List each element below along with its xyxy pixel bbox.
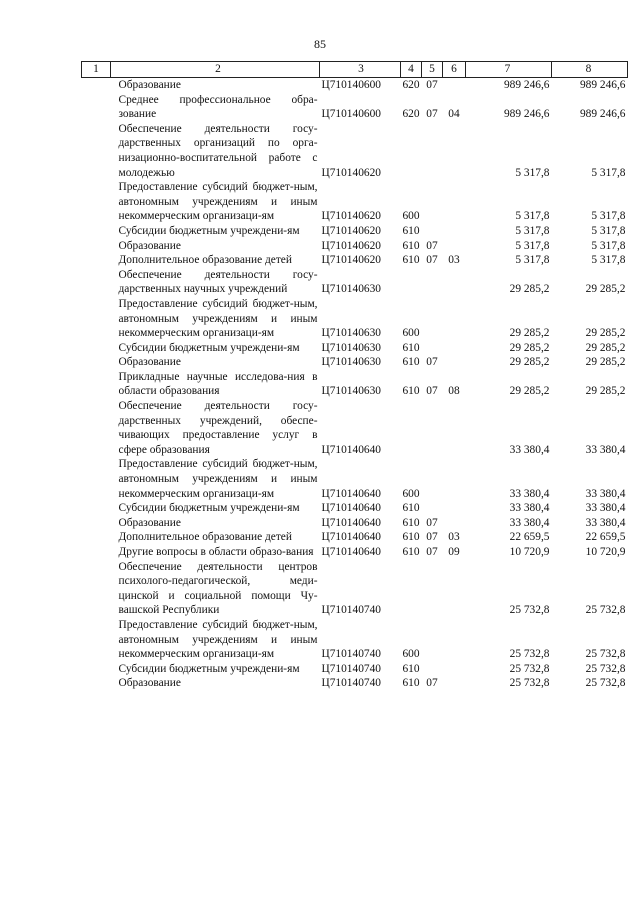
item-name-cell: Обеспечение деятельности центров психолого-педагогической, меди-цинской и социальной помощи Чу-вашской Республики <box>118 560 318 617</box>
amount-col7-cell: 33 380,4 <box>509 502 550 515</box>
subsection-cell <box>443 239 466 254</box>
target-code-cell: Ц710140640 <box>321 487 381 500</box>
target-code-cell: Ц710140630 <box>321 385 381 398</box>
column-header: 4 <box>401 62 422 78</box>
amount-col7-cell: 989 246,6 <box>503 79 550 91</box>
row-number-cell <box>82 180 111 224</box>
table-row <box>82 618 628 662</box>
row-number-cell <box>82 297 111 341</box>
subsection-cell <box>443 457 466 501</box>
amount-col7-cell: 5 317,8 <box>515 239 550 252</box>
target-code-cell: Ц710140740 <box>321 604 381 617</box>
budget-table <box>81 61 628 691</box>
section-cell <box>422 297 443 341</box>
amount-col8-cell: 10 720,9 <box>585 546 626 558</box>
section-cell: 07 <box>426 79 438 91</box>
table-row <box>82 370 628 399</box>
table-row <box>82 560 628 618</box>
amount-col7-cell: 10 720,9 <box>509 546 550 558</box>
target-code-cell: Ц710140620 <box>321 166 381 179</box>
column-header: 6 <box>443 62 466 78</box>
row-number-cell <box>82 676 111 691</box>
section-cell <box>422 501 443 516</box>
item-name-cell: Субсидии бюджетным учреждени-ям <box>118 662 300 675</box>
amount-col8-cell: 5 317,8 <box>591 166 626 179</box>
expense-type-cell: 610 <box>402 677 420 690</box>
section-cell: 07 <box>426 254 438 267</box>
target-code-cell: Ц710140600 <box>321 79 381 91</box>
target-code-cell: Ц710140640 <box>321 502 381 515</box>
section-cell <box>422 268 443 297</box>
item-name-cell: Предоставление субсидий бюджет-ным, автономным учреждениям и иным некоммерческим организаци-ям <box>118 181 318 223</box>
subsection-cell <box>443 560 466 618</box>
row-number-cell <box>82 399 111 457</box>
expense-type-cell: 600 <box>402 487 420 500</box>
item-name-cell: Предоставление субсидий бюджет-ным, автономным учреждениям и иным некоммерческим организаци-ям <box>118 618 318 661</box>
amount-col7-cell: 25 732,8 <box>509 662 550 675</box>
table-row <box>82 355 628 370</box>
subsection-cell <box>443 78 466 93</box>
table-row <box>82 545 628 560</box>
target-code-cell: Ц710140630 <box>321 356 381 369</box>
amount-col8-cell: 29 285,2 <box>585 327 626 340</box>
target-code-cell: Ц710140630 <box>321 341 381 354</box>
amount-col8-cell: 29 285,2 <box>585 385 626 398</box>
row-number-cell <box>82 370 111 399</box>
item-name-cell: Обеспечение деятельности госу-дарственных научных учреждений <box>118 268 318 296</box>
column-header: 5 <box>422 62 443 78</box>
subsection-cell: 09 <box>448 546 460 558</box>
item-name-cell: Среднее профессиональное обра-зование <box>118 93 318 121</box>
target-code-cell: Ц710140630 <box>321 327 381 340</box>
subsection-cell: 03 <box>448 254 460 267</box>
amount-col8-cell: 33 380,4 <box>585 516 626 529</box>
item-name-cell: Образование <box>118 239 181 252</box>
expense-type-cell: 610 <box>402 662 420 675</box>
row-number-cell <box>82 516 111 531</box>
section-cell: 07 <box>426 108 438 121</box>
table-row <box>82 122 628 180</box>
target-code-cell: Ц710140740 <box>321 677 381 690</box>
expense-type-cell: 610 <box>402 546 420 558</box>
target-code-cell: Ц710140640 <box>321 516 381 529</box>
expense-type-cell: 600 <box>402 327 420 340</box>
subsection-cell <box>443 122 466 180</box>
subsection-cell <box>443 501 466 516</box>
target-code-cell: Ц710140620 <box>321 210 381 223</box>
item-name-cell: Прикладные научные исследова-ния в области образования <box>118 370 318 398</box>
amount-col7-cell: 29 285,2 <box>509 327 550 340</box>
row-number-cell <box>82 355 111 370</box>
amount-col8-cell: 29 285,2 <box>585 341 626 354</box>
item-name-cell: Дополнительное образование детей <box>118 254 292 267</box>
column-header: 3 <box>320 62 401 78</box>
table-row <box>82 297 628 341</box>
amount-col7-cell: 29 285,2 <box>509 283 550 296</box>
table-row <box>82 341 628 356</box>
row-number-cell <box>82 560 111 618</box>
target-code-cell: Ц710140640 <box>321 443 381 456</box>
expense-type-cell: 610 <box>402 224 420 237</box>
subsection-cell: 08 <box>448 385 460 398</box>
section-cell: 07 <box>426 546 438 558</box>
expense-type-cell: 620 <box>402 79 420 91</box>
amount-col8-cell: 33 380,4 <box>585 443 626 456</box>
page-number: 85 <box>314 37 326 51</box>
target-code-cell: Ц710140640 <box>321 546 381 558</box>
row-number-cell <box>82 618 111 662</box>
amount-col7-cell: 25 732,8 <box>509 648 550 661</box>
amount-col7-cell: 5 317,8 <box>515 210 550 223</box>
amount-col7-cell: 33 380,4 <box>509 443 550 456</box>
table-row <box>82 78 628 93</box>
row-number-cell <box>82 530 111 545</box>
subsection-cell <box>443 399 466 457</box>
section-cell <box>422 180 443 224</box>
amount-col8-cell: 22 659,5 <box>585 531 626 544</box>
row-number-cell <box>82 122 111 180</box>
amount-col8-cell: 29 285,2 <box>585 356 626 369</box>
subsection-cell <box>443 662 466 677</box>
row-number-cell <box>82 224 111 239</box>
subsection-cell <box>443 268 466 297</box>
amount-col7-cell: 5 317,8 <box>515 224 550 237</box>
expense-type-cell: 610 <box>402 239 420 252</box>
row-number-cell <box>82 268 111 297</box>
target-code-cell: Ц710140740 <box>321 662 381 675</box>
row-number-cell <box>82 239 111 254</box>
amount-col7-cell: 22 659,5 <box>509 531 550 544</box>
expense-type-cell: 620 <box>402 108 420 121</box>
amount-col8-cell: 25 732,8 <box>585 662 626 675</box>
section-cell: 07 <box>426 677 438 690</box>
section-cell <box>422 560 443 618</box>
item-name-cell: Образование <box>118 356 181 369</box>
amount-col8-cell: 25 732,8 <box>585 677 626 690</box>
section-cell: 07 <box>426 531 438 544</box>
section-cell: 07 <box>426 239 438 252</box>
section-cell: 07 <box>426 356 438 369</box>
amount-col8-cell: 989 246,6 <box>579 79 626 91</box>
target-code-cell: Ц710140630 <box>321 283 381 296</box>
table-row <box>82 253 628 268</box>
subsection-cell <box>443 618 466 662</box>
item-name-cell: Субсидии бюджетным учреждени-ям <box>118 341 300 354</box>
amount-col8-cell: 5 317,8 <box>591 224 626 237</box>
amount-col8-cell: 25 732,8 <box>585 648 626 661</box>
row-number-cell <box>82 662 111 677</box>
item-name-cell: Образование <box>118 677 181 690</box>
column-header: 2 <box>111 62 320 78</box>
row-number-cell <box>82 341 111 356</box>
amount-col8-cell: 33 380,4 <box>585 487 626 500</box>
expense-type-cell <box>401 399 422 457</box>
target-code-cell: Ц710140620 <box>321 254 381 267</box>
item-name-cell: Обеспечение деятельности госу-дарственных учреждений, обеспе-чивающих предоставление услуг в сфере образования <box>118 400 318 456</box>
subsection-cell: 03 <box>448 531 460 544</box>
expense-type-cell: 610 <box>402 356 420 369</box>
amount-col7-cell: 29 285,2 <box>509 385 550 398</box>
expense-type-cell <box>401 560 422 618</box>
section-cell <box>422 341 443 356</box>
column-header: 8 <box>552 62 628 78</box>
expense-type-cell: 610 <box>402 516 420 529</box>
expense-type-cell: 610 <box>402 531 420 544</box>
expense-type-cell: 610 <box>402 385 420 398</box>
table-row <box>82 399 628 457</box>
subsection-cell <box>443 516 466 531</box>
target-code-cell: Ц710140620 <box>321 224 381 237</box>
subsection-cell <box>443 341 466 356</box>
section-cell <box>422 457 443 501</box>
amount-col7-cell: 29 285,2 <box>509 356 550 369</box>
amount-col7-cell: 29 285,2 <box>509 341 550 354</box>
expense-type-cell: 600 <box>402 648 420 661</box>
expense-type-cell: 610 <box>402 254 420 267</box>
subsection-cell <box>443 676 466 691</box>
column-header: 7 <box>466 62 552 78</box>
row-number-cell <box>82 457 111 501</box>
amount-col7-cell: 5 317,8 <box>515 254 550 267</box>
table-row <box>82 662 628 677</box>
table-row <box>82 93 628 122</box>
row-number-cell <box>82 93 111 122</box>
item-name-cell: Образование <box>118 516 181 529</box>
table-row <box>82 268 628 297</box>
section-cell <box>422 122 443 180</box>
amount-col7-cell: 33 380,4 <box>509 487 550 500</box>
expense-type-cell: 610 <box>402 341 420 354</box>
table-row <box>82 516 628 531</box>
target-code-cell: Ц710140600 <box>321 108 381 121</box>
section-cell <box>422 224 443 239</box>
column-header: 1 <box>82 62 111 78</box>
table-body <box>82 62 628 691</box>
expense-type-cell: 610 <box>402 502 420 515</box>
item-name-cell: Предоставление субсидий бюджет-ным, автономным учреждениям и иным некоммерческим организаци-ям <box>118 458 318 500</box>
table-row <box>82 530 628 545</box>
table-row <box>82 180 628 224</box>
item-name-cell: Субсидии бюджетным учреждени-ям <box>118 502 300 515</box>
section-cell: 07 <box>426 385 438 398</box>
item-name-cell: Предоставление субсидий бюджет-ным, автономным учреждениям и иным некоммерческим организаци-ям <box>118 297 318 340</box>
row-number-cell <box>82 253 111 268</box>
subsection-cell: 04 <box>448 108 460 121</box>
subsection-cell <box>443 297 466 341</box>
section-cell: 07 <box>426 516 438 529</box>
subsection-cell <box>443 180 466 224</box>
amount-col7-cell: 5 317,8 <box>515 166 550 179</box>
item-name-cell: Обеспечение деятельности госу-дарственных организаций по орга-низационно-воспитательной работе с молодежью <box>118 122 318 179</box>
amount-col8-cell: 33 380,4 <box>585 502 626 515</box>
item-name-cell: Другие вопросы в области образо-вания <box>118 546 314 558</box>
table-row <box>82 239 628 254</box>
section-cell <box>422 618 443 662</box>
amount-col8-cell: 989 246,6 <box>579 108 626 121</box>
table-row <box>82 457 628 501</box>
table-row <box>82 676 628 691</box>
item-name-cell: Субсидии бюджетным учреждени-ям <box>118 224 300 237</box>
section-cell <box>422 662 443 677</box>
item-name-cell: Дополнительное образование детей <box>118 531 292 544</box>
amount-col7-cell: 25 732,8 <box>509 604 550 617</box>
header-row <box>82 62 628 78</box>
amount-col8-cell: 29 285,2 <box>585 283 626 296</box>
amount-col7-cell: 989 246,6 <box>503 108 550 121</box>
row-number-cell <box>82 545 111 560</box>
amount-col7-cell: 25 732,8 <box>509 677 550 690</box>
table-row <box>82 501 628 516</box>
target-code-cell: Ц710140740 <box>321 648 381 661</box>
target-code-cell: Ц710140640 <box>321 531 381 544</box>
expense-type-cell <box>401 122 422 180</box>
subsection-cell <box>443 224 466 239</box>
amount-col8-cell: 25 732,8 <box>585 604 626 617</box>
table-row <box>82 224 628 239</box>
expense-type-cell: 600 <box>402 210 420 223</box>
amount-col8-cell: 5 317,8 <box>591 239 626 252</box>
row-number-cell <box>82 501 111 516</box>
target-code-cell: Ц710140620 <box>321 239 381 252</box>
row-number-cell <box>82 78 111 93</box>
section-cell <box>422 399 443 457</box>
amount-col8-cell: 5 317,8 <box>591 210 626 223</box>
expense-type-cell <box>401 268 422 297</box>
amount-col7-cell: 33 380,4 <box>509 516 550 529</box>
amount-col8-cell: 5 317,8 <box>591 254 626 267</box>
item-name-cell: Образование <box>118 79 181 91</box>
subsection-cell <box>443 355 466 370</box>
